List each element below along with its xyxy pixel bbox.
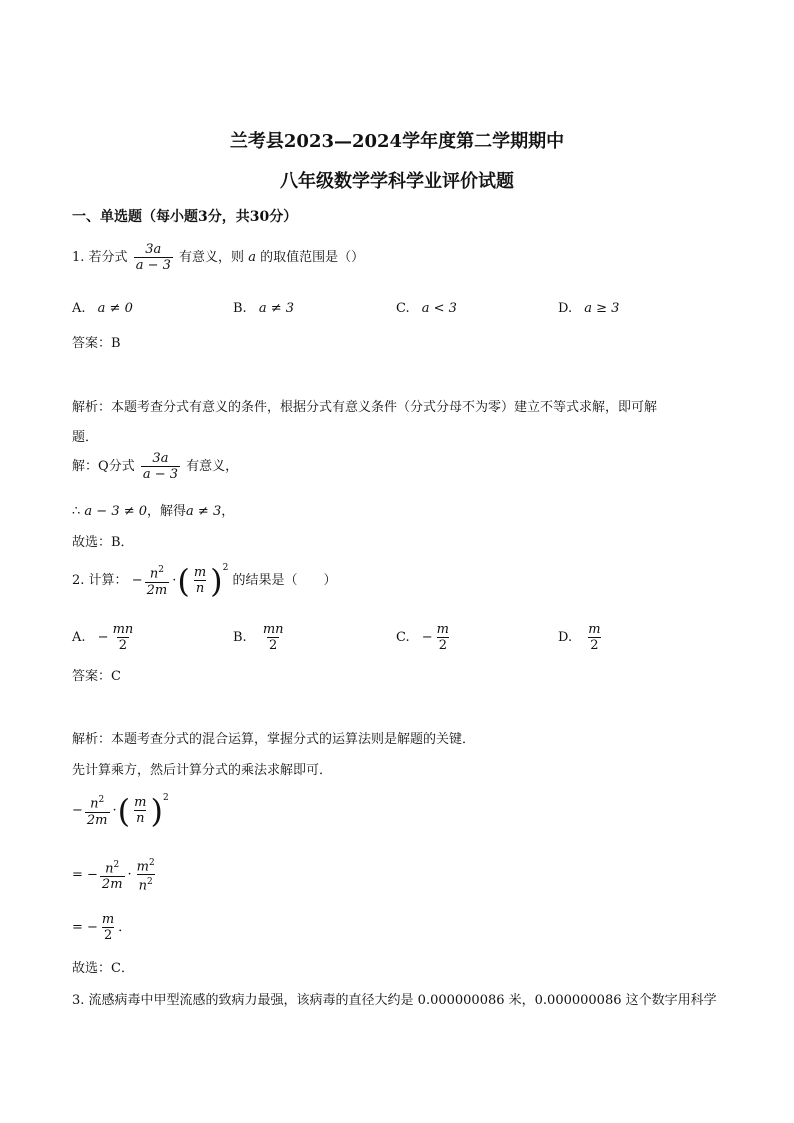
denominator: a − 3 [142,467,179,482]
question-3: 3. 流感病毒中甲型流感的致病力最强，该病毒的直径大约是 0.000000086 米，0.000000086 这个数字用科学 [72,993,717,1008]
option-letter: B. [233,630,247,645]
math-expression: − $\frac{n^2}{2m}$ · ( $\frac{m}{n}$ ) $^2$ [131,561,229,600]
q2-step3: = − $\frac{m}{2}$ ． [72,912,132,943]
solution-text: ，解得 [147,504,187,519]
because-symbol: Q [98,459,109,474]
therefore-symbol: ∴ [72,504,81,519]
option-letter: C. [396,630,410,645]
q2-option-a [72,622,137,653]
question-number: 2. [72,573,85,588]
question-text: 若分式 [88,250,128,265]
option-expr: a ≠ 0 [97,301,133,316]
q2-analysis: 解析：本题考查分式的混合运算，掌握分式的运算法则是解题的关键． [72,732,476,747]
solution-label: 解： [72,459,99,474]
question-text: 计算： [88,573,128,588]
question-text: 有意义，则 [179,250,245,265]
question-2 [72,563,337,598]
exam-title-line1: 兰考县2023—2024学年度第二学期期中 [229,131,565,152]
q2-method: 先计算乘方，然后计算分式的乘法求解即可． [72,763,333,778]
q2-step1: − $\frac{n^2}{2m}$ · ( $\frac{m}{n}$ ) $^2$ [72,791,169,830]
fraction [134,242,173,273]
question-text: 的取值范围是（） [260,250,365,265]
option-expr: a ≠ 3 [258,301,295,316]
q2-step2: = − $\frac{n^2}{2m}$ · $\frac{m^2}{n^2}$ [72,858,155,894]
option-letter: A. [72,301,86,316]
denominator: a − 3 [135,258,171,273]
q2-answer: 答案：C [72,669,121,684]
question-1 [72,242,364,273]
question-text: 的结果是（ ） [232,573,337,588]
option-letter: B. [233,301,247,316]
option-expr: − $\frac{m}{2}$ [421,622,449,653]
math-expression: a ≠ 3 [186,504,222,519]
fraction [141,451,180,482]
option-letter: A. [72,630,86,645]
option-expr: − $\frac{mn}{2}$ [97,622,134,653]
option-expr: $\frac{mn}{2}$ [262,622,284,653]
option-letter: C. [396,301,410,316]
q1-analysis-cont: 题． [72,430,99,445]
q1-option-c [396,301,457,316]
q1-analysis: 解析：本题考查分式有意义的条件，根据分式有意义条件（分式分母不为零）建立不等式求解，即可解 [72,400,658,415]
option-expr: $\frac{m}{2}$ [588,622,601,653]
numerator: 3a [152,451,169,466]
variable: a [248,250,256,265]
option-letter: D. [558,301,573,316]
solution-text: 有意义， [186,459,239,474]
section-heading: 一、单选题（每小题3分，共30分） [72,209,298,225]
q1-answer: 答案：B [72,336,121,351]
q2-option-d [558,622,605,653]
q1-solution-line1 [72,451,238,482]
option-letter: D. [558,630,573,645]
q2-choose: 故选：C． [72,961,134,976]
q1-option-a [72,301,133,316]
q1-solution-line2 [72,500,234,519]
question-number: 1. [72,250,85,265]
option-expr: a < 3 [421,301,457,316]
q2-option-c [396,622,453,653]
math-expression: a − 3 ≠ 0 [84,504,148,519]
q1-choose: 故选：B． [72,535,134,550]
option-expr: a ≥ 3 [584,301,620,316]
numerator: 3a [145,242,162,257]
solution-text: ， [221,504,235,519]
exam-title-line2: 八年级数学学科学业评价试题 [280,171,514,192]
q1-option-b [233,301,294,316]
q2-option-b [233,622,288,653]
q1-option-d [558,301,619,316]
solution-text: 分式 [108,459,135,474]
